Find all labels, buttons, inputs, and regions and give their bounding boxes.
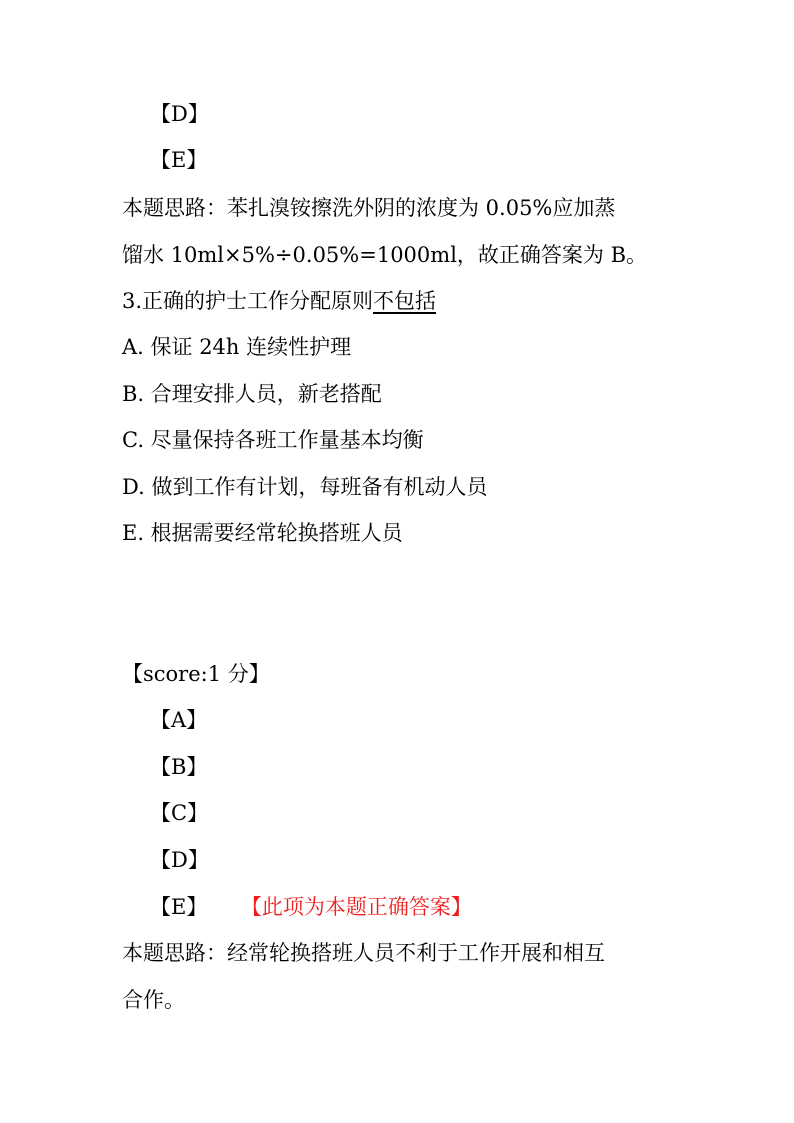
answer-option-e-row: [150, 892, 472, 922]
question-3-stem: [122, 286, 436, 316]
answer-option-e: 【E】: [150, 895, 208, 919]
choice-d: D. 做到工作有计划，每班备有机动人员: [122, 475, 488, 499]
choice-c: C. 尽量保持各班工作量基本均衡: [122, 428, 424, 452]
choice-e: E. 根据需要经常轮换搭班人员: [122, 521, 403, 545]
choice-b: B. 合理安排人员，新老搭配: [122, 382, 382, 406]
explanation-line-2: 合作。: [122, 988, 185, 1012]
prev-option-d: 【D】: [150, 102, 209, 126]
score-label: 【score:1 分】: [122, 662, 270, 686]
answer-option-c: 【C】: [150, 801, 209, 825]
prev-explanation-line-1: 本题思路：苯扎溴铵擦洗外阴的浓度为 0.05%应加蒸: [122, 196, 616, 220]
answer-option-d: 【D】: [150, 848, 209, 872]
answer-option-a: 【A】: [150, 708, 208, 732]
question-3-stem-emphasis: 不包括: [373, 289, 437, 313]
explanation-line-1: 本题思路：经常轮换搭班人员不利于工作开展和相互: [122, 941, 605, 965]
question-3-stem-text: 3.正确的护士工作分配原则: [122, 289, 374, 313]
prev-explanation-line-2: 馏水 10ml×5%÷0.05%=1000ml，故正确答案为 B。: [122, 243, 648, 267]
correct-answer-note: 【此项为本题正确答案】: [251, 895, 472, 919]
answer-option-b: 【B】: [150, 755, 208, 779]
prev-option-e: 【E】: [150, 148, 208, 172]
choice-a: A. 保证 24h 连续性护理: [122, 335, 352, 359]
